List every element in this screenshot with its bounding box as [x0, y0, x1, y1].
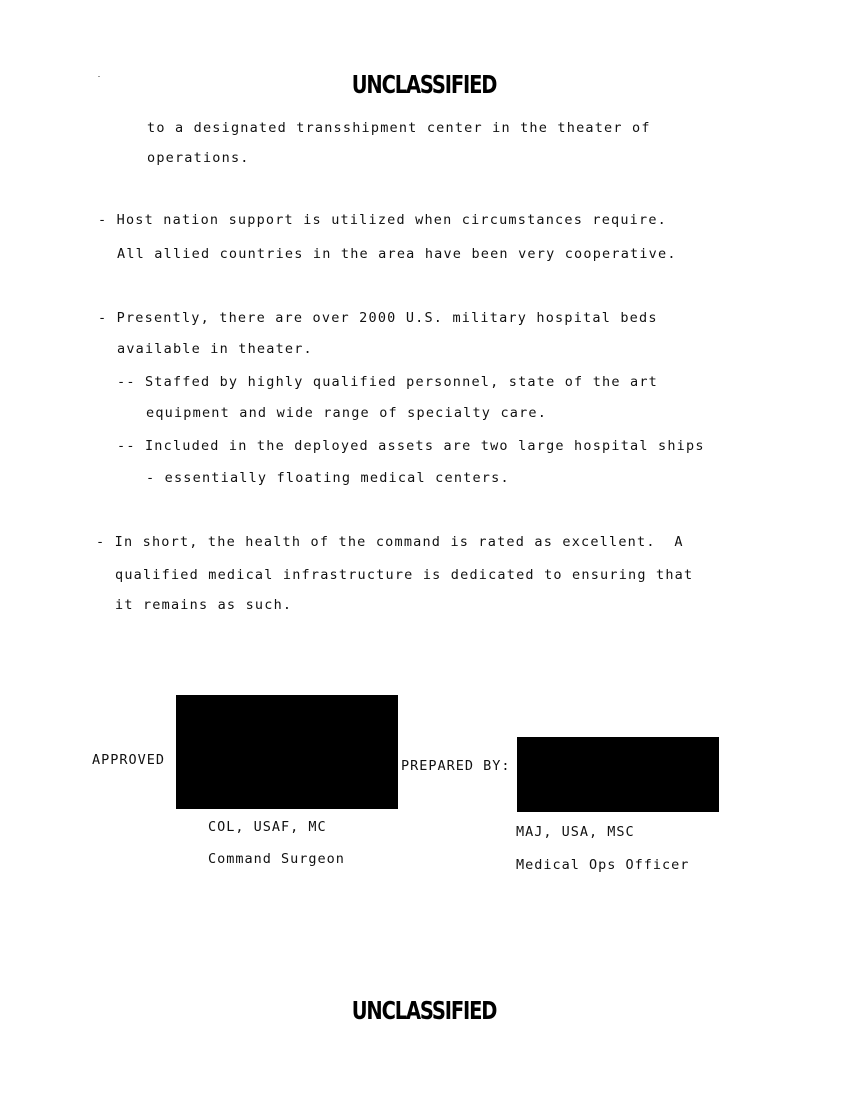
redacted-preparer-signature: [517, 737, 719, 812]
redacted-approver-signature: [176, 695, 398, 809]
prepared-by-label: PREPARED BY:: [401, 758, 511, 774]
approved-label: APPROVED: [92, 752, 166, 768]
preparer-rank: MAJ, USA, MSC: [516, 824, 635, 840]
body-line: it remains as such.: [115, 597, 293, 613]
bullet-line: - Host nation support is utilized when circumstances require.: [98, 212, 667, 228]
bullet-line: - Presently, there are over 2000 U.S. military hospital beds: [98, 310, 658, 326]
classification-header: UNCLASSIFIED: [351, 70, 497, 99]
body-line: - essentially floating medical centers.: [146, 470, 510, 486]
body-line: operations.: [147, 150, 250, 166]
sub-bullet-line: -- Staffed by highly qualified personnel, state of the art: [117, 374, 659, 390]
bullet-line: - In short, the health of the command is rated as excellent. A: [96, 534, 684, 550]
body-line: All allied countries in the area have been very cooperative.: [117, 246, 677, 262]
preparer-title: Medical Ops Officer: [516, 857, 690, 873]
approver-rank: COL, USAF, MC: [208, 819, 327, 835]
approver-title: Command Surgeon: [208, 851, 345, 867]
body-line: qualified medical infrastructure is dedicated to ensuring that: [115, 567, 694, 583]
body-line: to a designated transshipment center in the theater of: [147, 120, 651, 136]
body-line: equipment and wide range of specialty care.: [146, 405, 548, 421]
body-line: available in theater.: [117, 341, 313, 357]
classification-footer: UNCLASSIFIED: [351, 996, 497, 1025]
sub-bullet-line: -- Included in the deployed assets are two large hospital ships: [117, 438, 705, 454]
